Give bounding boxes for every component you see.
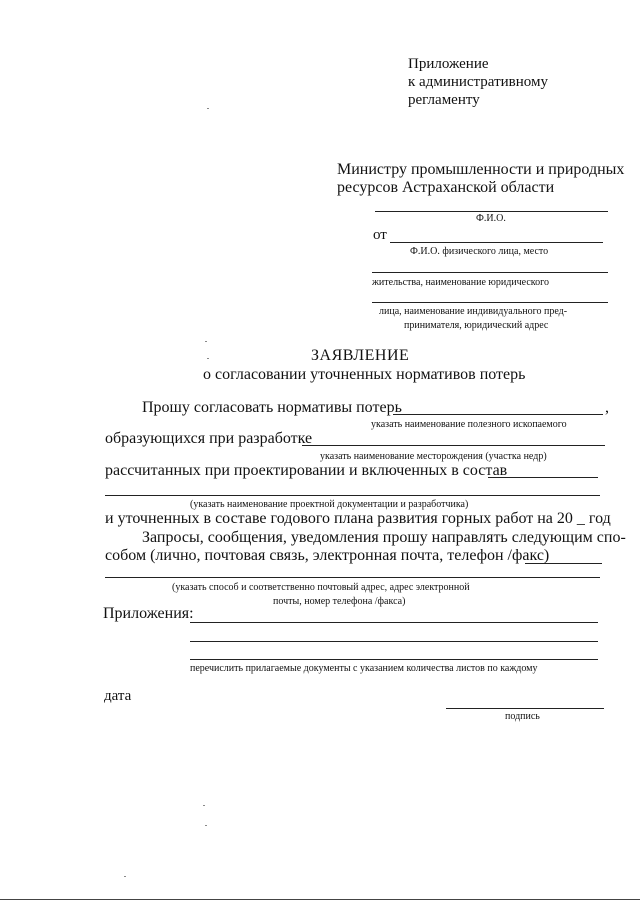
attachment-line-1: Приложение <box>408 56 489 72</box>
attachments-blank-line-3 <box>190 659 598 660</box>
attachments-blank-line-2 <box>190 641 598 642</box>
scan-speck <box>203 805 205 806</box>
date-label: дата <box>104 688 132 704</box>
from-label: от <box>373 227 387 243</box>
method-hint-2: почты, номер телефона /факса) <box>273 596 406 607</box>
from-blank-line <box>390 242 603 243</box>
deposit-blank-line <box>302 445 605 446</box>
calculated-line: рассчитанных при проектировании и включенных в состав <box>105 462 508 479</box>
requests-line-1: Запросы, сообщения, уведомления прошу направлять следующим спо- <box>142 529 626 546</box>
attachment-line-3: регламенту <box>408 92 480 108</box>
fio-hint: Ф.И.О. <box>476 213 506 224</box>
calculated-blank-line <box>488 477 598 478</box>
attachments-blank-line-1 <box>190 622 598 623</box>
method-blank-line-2 <box>105 577 600 578</box>
method-hint-1: (указать способ и соответственно почтовый адрес, адрес электронной <box>172 582 470 593</box>
signature-blank-line <box>446 708 604 709</box>
mineral-blank-line <box>393 414 603 415</box>
scan-speck <box>124 876 126 877</box>
request-line: Прошу согласовать нормативы потерь <box>142 399 402 416</box>
scan-speck <box>205 825 207 826</box>
mineral-hint: указать наименование полезного ископаемого <box>371 419 567 430</box>
sender-hint-1: Ф.И.О. физического лица, место <box>410 246 549 257</box>
request-comma: , <box>605 399 609 416</box>
deposit-hint: указать наименование месторождения (участка недр) <box>320 451 547 462</box>
signature-hint: подпись <box>505 711 540 722</box>
attachments-hint: перечислить прилагаемые документы с указанием количества листов по каждому <box>190 663 538 674</box>
addressee-line-1: Министру промышленности и природных <box>337 161 625 178</box>
requests-line-2: собом (лично, почтовая связь, электронная почта, телефон /факс) <box>105 547 550 564</box>
document-subtitle: о согласовании уточненных нормативов потерь <box>203 366 526 383</box>
sender-hint-2: жительства, наименование юридического <box>372 277 550 288</box>
fio-blank-line <box>375 211 608 212</box>
refined-line: и уточненных в составе годового плана развития горных работ на 20 _ год <box>105 510 611 527</box>
formed-line: образующихся при разработке <box>105 430 313 447</box>
attachments-label: Приложения: <box>103 605 194 622</box>
sender-blank-line-3 <box>372 302 608 303</box>
scan-edge-line <box>0 899 640 900</box>
scan-speck <box>207 108 209 109</box>
addressee-line-2: ресурсов Астраханской области <box>337 179 555 196</box>
project-blank-line <box>105 495 600 496</box>
attachment-line-2: к административному <box>408 74 548 90</box>
sender-hint-3: лица, наименование индивидуального пред- <box>379 306 568 317</box>
project-hint: (указать наименование проектной документации и разработчика) <box>190 499 469 510</box>
method-blank-line-1 <box>525 563 602 564</box>
sender-hint-4: принимателя, юридический адрес <box>404 320 549 331</box>
scan-speck <box>205 341 207 342</box>
sender-blank-line-2 <box>372 272 608 273</box>
scan-speck <box>207 358 209 359</box>
document-title: ЗАЯВЛЕНИЕ <box>311 347 410 364</box>
